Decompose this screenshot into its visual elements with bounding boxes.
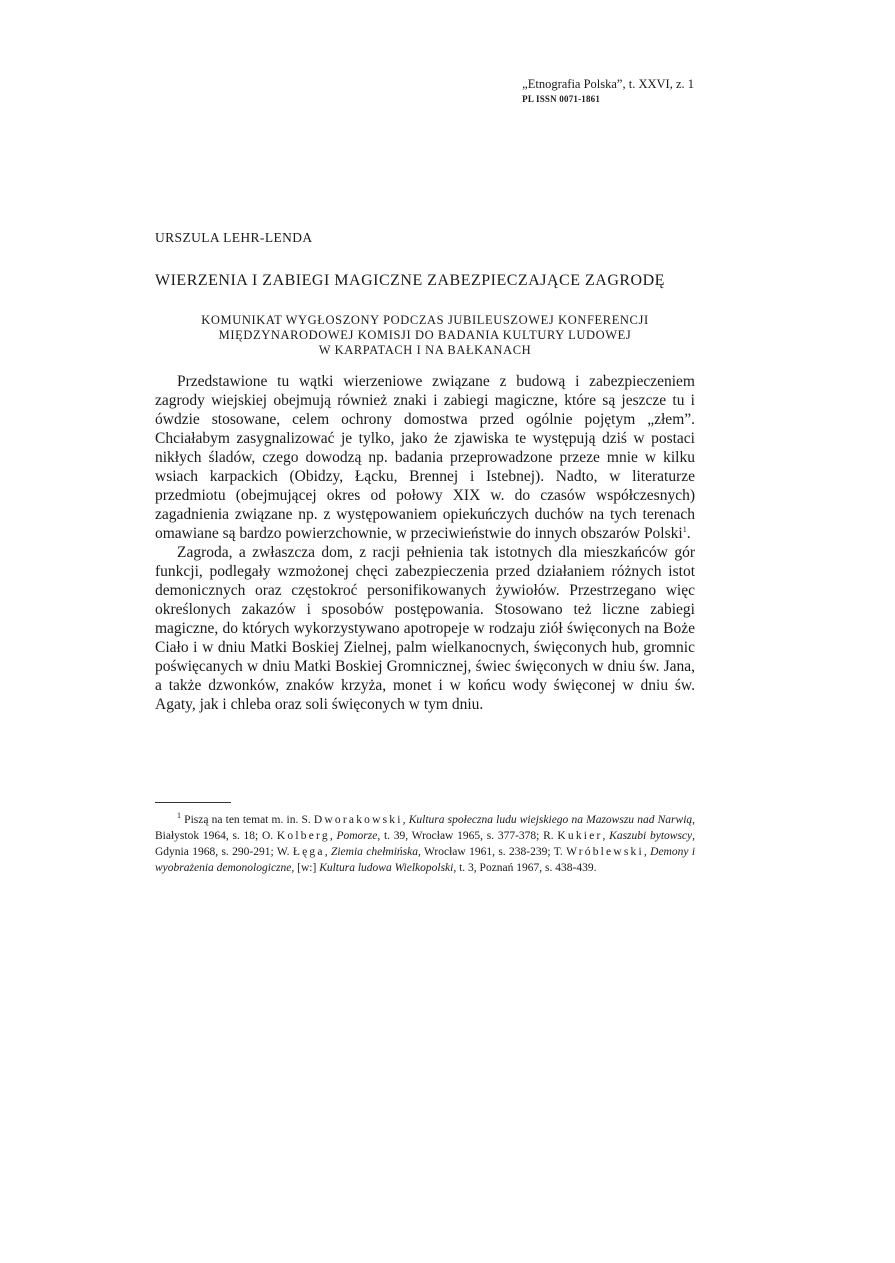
- paragraph-1: [155, 372, 695, 543]
- cited-author: Kolberg: [276, 830, 330, 842]
- subtitle-line-2: MIĘDZYNARODOWEJ KOMISJI DO BADANIA KULTURY LUDOWEJ: [218, 328, 632, 342]
- footnote-text: Piszą na ten temat m. in. S.: [184, 814, 314, 826]
- cited-work: Pomorze: [336, 830, 378, 842]
- paragraph-2: Zagroda, a zwłaszcza dom, z racji pełnienia tak istotnych dla mieszkańców gór funkcji, podlegały wzmożonej chęci zabezpieczenia przed działaniem różnych istot demonicznych oraz częstokroć personifikowanych żywiołów. Przestrzegano więc określonych zakazów i sposobów postępowania. Stosowano też liczne zabiegi magiczne, do których wykorzystywano apotropeje w rodzaju ziół święconych na Boże Ciało i w dniu Matki Boskiej Zielnej, palm wielkanocnych, święconych hub, gromnic poświęcanych w dniu Matki Boskiej Gromnicznej, świec święconych w dniu św. Jana, a także dzwonków, znaków krzyża, monet i w końcu wody święconej w dniu św. Agaty, jak i chleba oraz soli święconych w tym dniu.: [155, 544, 695, 713]
- footnote-text: , t. 3, Poznań 1967, s. 438-439.: [453, 862, 597, 874]
- author-name: URSZULA LEHR-LENDA: [155, 230, 313, 245]
- cited-author: Łęga: [292, 846, 325, 858]
- article-title: WIERZENIA I ZABIEGI MAGICZNE ZABEZPIECZAJĄCE ZAGRODĘ: [155, 272, 665, 289]
- footnote-text: , Gdynia 1968, s. 290-291; W.: [155, 830, 695, 858]
- footnote-text: ,: [602, 830, 610, 842]
- cited-work: Kultura ludowa Wielkopolski: [319, 862, 454, 874]
- footnote-text: , Białystok 1964, s. 18; O.: [155, 814, 696, 842]
- footnote-text: , t. 39, Wrocław 1965, s. 377-378; R.: [377, 830, 558, 842]
- footnote-separator: [155, 802, 231, 803]
- cited-work: Demony i wyobrażenia demonologiczne,: [155, 846, 696, 874]
- subtitle-line-1: KOMUNIKAT WYGŁOSZONY PODCZAS JUBILEUSZOWEJ KONFERENCJI: [201, 313, 649, 327]
- journal-citation: „Etnografia Polska”, t. XXVI, z. 1: [522, 77, 694, 91]
- footnote-ref-1[interactable]: 1: [682, 524, 687, 534]
- article-body: [155, 372, 695, 714]
- paragraph-1-text: Przedstawione tu wątki wierzeniowe związane z budową i zabezpieczeniem zagrody wiejskiej obejmują również znaki i zabiegi magiczne, które są jeszcze tu i ówdzie stosowane, celem ochrony domostwa przed ogólnie pojętym „złem”. Chciałabym zasygnalizować je tylko, jako że zjawiska te występują dziś w postaci nikłych śladów, czego dowodzą np. badania przeprowadzone przeze mnie w kilku wsiach karpackich (Obidzy, Łącku, Brennej i Istebnej). Nadto, w literaturze przedmiotu (obejmującej okres od połowy XIX w. do czasów współczesnych) zagadnienia związane np. z występowaniem opiekuńczych duchów na tych terenach omawiane są bardzo powierzchownie, w przeciwieństwie do innych obszarów Polski: [155, 373, 695, 542]
- cited-work: Kultura społeczna ludu wiejskiego na Mazowszu nad Narwią: [408, 814, 693, 826]
- issn-line: PL ISSN 0071-1861: [522, 94, 601, 104]
- paragraph-1-end: .: [686, 525, 691, 542]
- cited-author: Wróblewski: [566, 846, 644, 858]
- article-subtitle: [155, 313, 695, 358]
- footnote-1: [155, 812, 695, 876]
- cited-work: Kaszubi bytowscy: [609, 830, 693, 842]
- cited-author: Kukier: [557, 830, 603, 842]
- footnote-text: , Wrocław 1961, s. 238-239; T.: [418, 846, 567, 858]
- cited-work: Ziemia chełmińska: [330, 846, 418, 858]
- footnote-text: ,: [329, 830, 337, 842]
- journal-header: [522, 77, 694, 107]
- footnote-text: [w:]: [294, 862, 320, 874]
- footnote-text: ,: [643, 846, 651, 858]
- footnote-number: 1: [177, 811, 181, 821]
- cited-author: Dworakowski: [313, 814, 403, 826]
- footnote-text: ,: [324, 846, 331, 858]
- footnote-text: ,: [402, 814, 409, 826]
- subtitle-line-3: W KARPATACH I NA BAŁKANACH: [318, 343, 532, 357]
